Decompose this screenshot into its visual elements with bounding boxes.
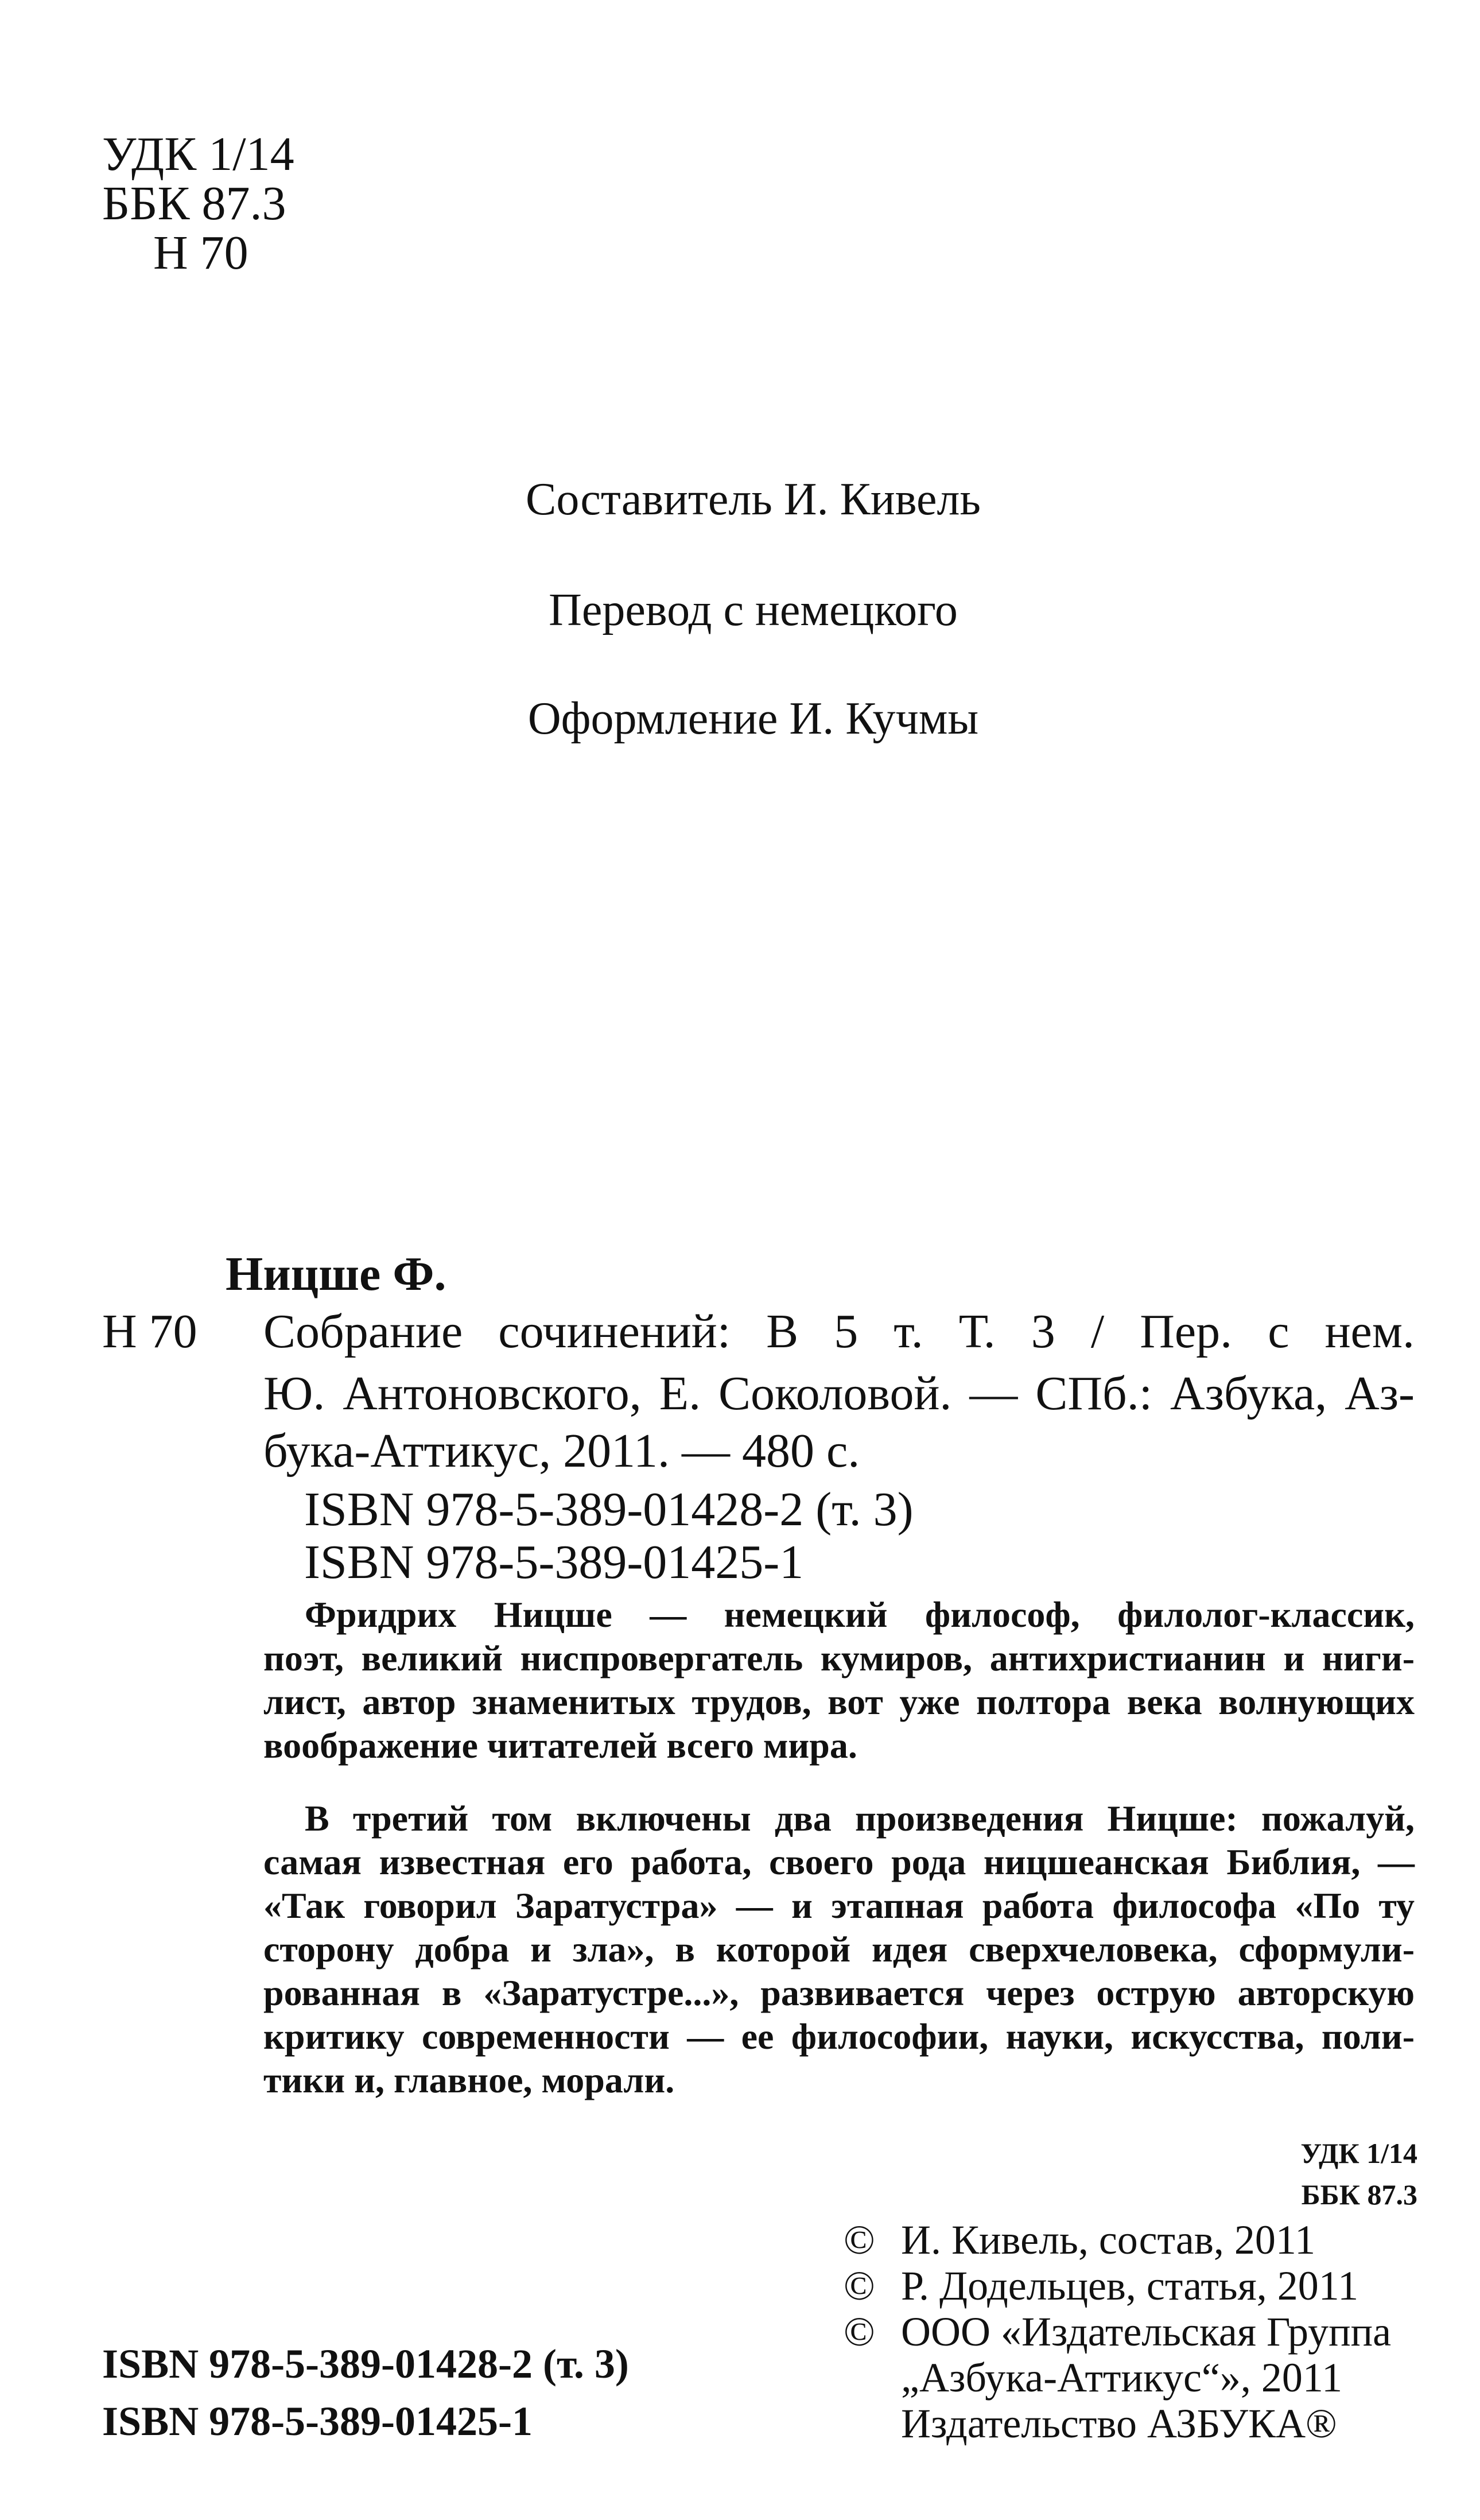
bbk-code: ББК 87.3 [102, 177, 286, 230]
copyright-icon: © [844, 2309, 875, 2355]
annotation-line: поэт, великий ниспровергатель кумиров, антихристианин и ниги- [263, 1638, 1415, 1678]
copyright-line: „Азбука-Аттикус“», 2011 [901, 2355, 1343, 2401]
translation-credit: Перевод с немецкого [549, 585, 958, 635]
isbn-set: ISBN 978-5-389-01425-1 [102, 2398, 533, 2444]
copyright-line: Р. Додельцев, статья, 2011 [901, 2263, 1359, 2309]
annotation-line: В третий том включены два произведения Ницше: пожалуй, [305, 1798, 1415, 1839]
catalog-bbk: ББК 87.3 [1301, 2178, 1417, 2211]
catalog-isbn-set: ISBN 978-5-389-01425-1 [304, 1536, 804, 1589]
design-credit: Оформление И. Кучмы [527, 693, 979, 744]
annotation-paragraph-2 [263, 1797, 1415, 2102]
copyright-line: ООО «Издательская Группа [901, 2309, 1392, 2355]
annotation-line: рованная в «Заратустре...», развивается через острую авторскую [263, 1972, 1415, 2013]
annotation-line: лист, автор знаменитых трудов, вот уже полтора века волнующих [263, 1681, 1415, 1722]
annotation-line: тики и, главное, морали. [263, 2060, 675, 2100]
annotation-paragraph-1 [263, 1593, 1415, 1767]
copyright-icon: © [844, 2217, 875, 2263]
annotation-line: воображение читателей всего мира. [263, 1725, 857, 1766]
author-mark: Н 70 [153, 226, 248, 280]
catalog-isbn-volume: ISBN 978-5-389-01428-2 (т. 3) [304, 1483, 914, 1536]
copyright-line: И. Кивель, состав, 2011 [901, 2217, 1316, 2263]
catalog-mark: Н 70 [102, 1305, 197, 1358]
compiler-credit: Составитель И. Кивель [526, 474, 981, 525]
annotation-line: критику современности — ее философии, науки, искусства, поли- [263, 2016, 1415, 2057]
isbn-volume: ISBN 978-5-389-01428-2 (т. 3) [102, 2341, 629, 2387]
catalog-line-2: Ю. Антоновского, Е. Соколовой. — СПб.: Азбука, Аз- [263, 1367, 1415, 1420]
catalog-udk: УДК 1/14 [1300, 2137, 1417, 2169]
annotation-line: сторону добра и зла», в которой идея сверхчеловека, сформули- [263, 1929, 1415, 1970]
annotation-line: Фридрих Ницше — немецкий философ, филолог-классик, [305, 1594, 1415, 1635]
copyright-icon: © [844, 2263, 875, 2309]
annotation-line: самая известная его работа, своего рода ницшеанская Библия, — [263, 1841, 1415, 1882]
copyright-line: Издательство АЗБУКА® [901, 2401, 1337, 2447]
catalog-author: Ницше Ф. [226, 1247, 446, 1301]
udk-code: УДК 1/14 [102, 127, 294, 181]
catalog-line-3: бука-Аттикус, 2011. — 480 с. [263, 1424, 860, 1478]
annotation-line: «Так говорил Заратустра» — и этапная работа философа «По ту [263, 1885, 1415, 1926]
catalog-line-1: Собрание сочинений: В 5 т. Т. 3 / Пер. с нем. [263, 1305, 1415, 1358]
